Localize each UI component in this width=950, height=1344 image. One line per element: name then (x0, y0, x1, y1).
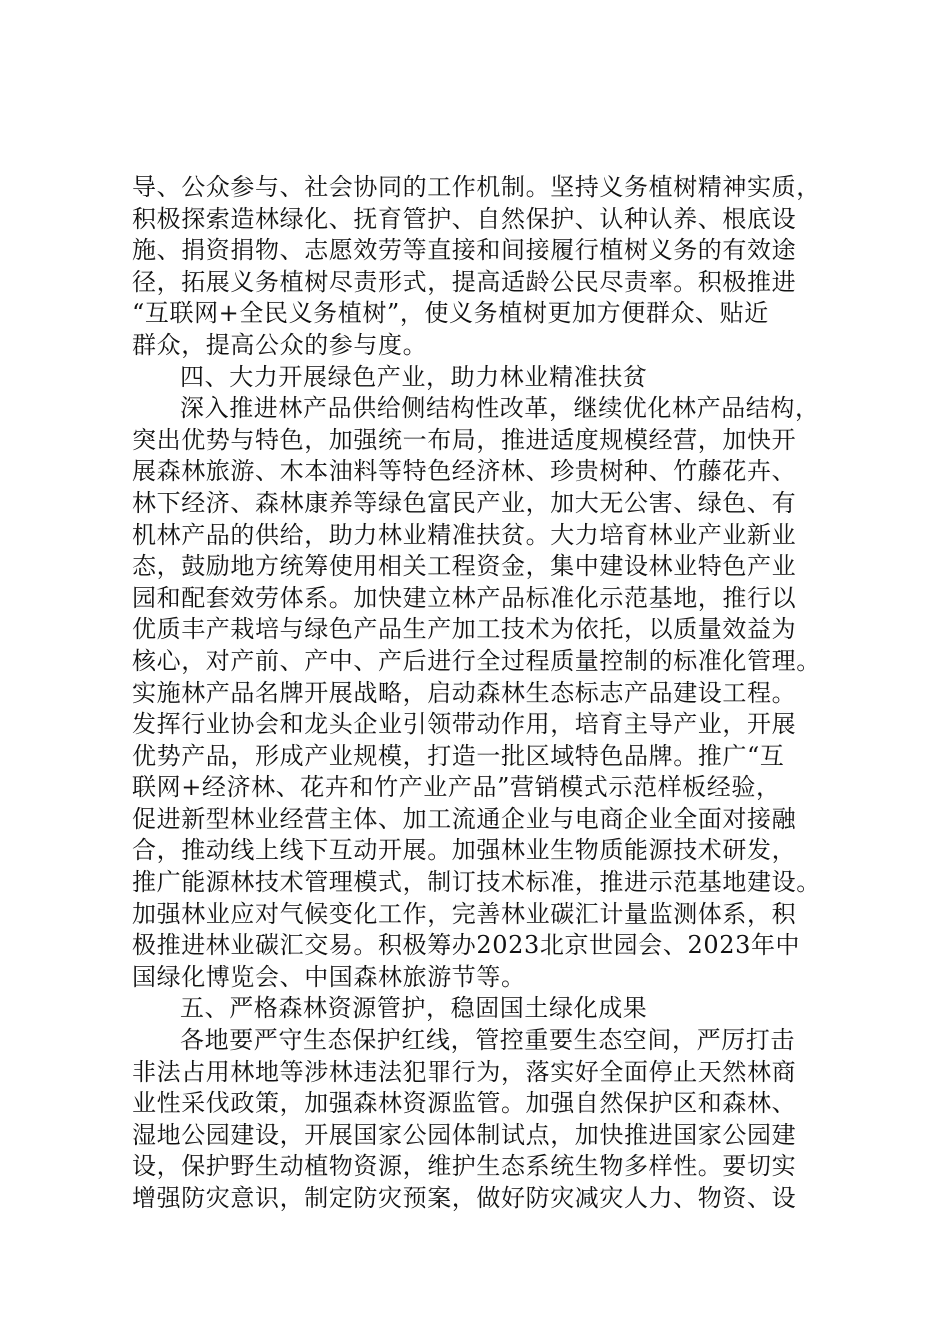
text-line: “互联网+全民义务植树”，使义务植树更加方便群众、贴近 (132, 299, 769, 328)
text-line: 径，拓展义务植树尽责形式，提高适龄公民尽责率。积极推进 (132, 267, 797, 296)
text-line: 促进新型林业经营主体、加工流通企业与电商企业全面对接融 (132, 804, 797, 833)
text-line: 施、捐资捐物、志愿效劳等直接和间接履行植树义务的有效途 (132, 236, 797, 265)
text-line: 深入推进林产品供给侧结构性改革，继续优化林产品结构， (180, 394, 820, 423)
text-line: 加强林业应对气候变化工作，完善林业碳汇计量监测体系，积 (132, 899, 797, 928)
text-line: 五、严格森林资源管护，稳固国土绿化成果 (180, 994, 648, 1023)
text-line: 非法占用林地等涉林违法犯罪行为，落实好全面停止天然林商 (132, 1057, 797, 1086)
text-line: 优质丰产栽培与绿色产品生产加工技术为依托，以质量效益为 (132, 615, 797, 644)
text-line: 导、公众参与、社会协同的工作机制。坚持义务植树精神实质， (132, 173, 821, 201)
text-line: 合，推动线上线下互动开展。加强林业生物质能源技术研发， (132, 836, 797, 865)
text-line: 展森林旅游、木本油料等特色经济林、珍贵树种、竹藤花卉、 (132, 457, 797, 486)
text-line: 发挥行业协会和龙头企业引领带动作用，培育主导产业，开展 (132, 710, 797, 739)
text-line: 园和配套效劳体系。加快建立林产品标准化示范基地，推行以 (132, 583, 797, 612)
text-line: 四、大力开展绿色产业，助力林业精准扶贫 (180, 362, 648, 391)
text-line: 突出优势与特色，加强统一布局，推进适度规模经营，加快开 (132, 425, 797, 454)
text-line: 林下经济、森林康养等绿色富民产业，加大无公害、绿色、有 (132, 488, 797, 517)
text-line: 业性采伐政策，加强森林资源监管。加强自然保护区和森林、 (132, 1089, 797, 1118)
text-line: 各地要严守生态保护红线，管控重要生态空间，严厉打击 (180, 1026, 795, 1055)
text-line: 增强防灾意识，制定防灾预案，做好防灾减灾人力、物资、设 (132, 1184, 797, 1212)
text-line: 联网+经济林、花卉和竹产业产品”营销模式示范样板经验， (132, 773, 781, 802)
text-line: 推广能源林技术管理模式，制订技术标准，推进示范基地建设。 (132, 868, 821, 897)
text-line: 国绿化博览会、中国森林旅游节等。 (132, 962, 526, 991)
text-line: 态，鼓励地方统筹使用相关工程资金，集中建设林业特色产业 (132, 552, 797, 581)
text-line: 积极探索造林绿化、抚育管护、自然保护、认种认养、根底设 (132, 204, 797, 233)
text-line: 实施林产品名牌开展战略，启动森林生态标志产品建设工程。 (132, 678, 797, 707)
text-line: 机林产品的供给，助力林业精准扶贫。大力培育林业产业新业 (132, 520, 797, 549)
text-line: 极推进林业碳汇交易。积极筹办2023北京世园会、2023年中 (132, 931, 801, 960)
text-line: 湿地公园建设，开展国家公园体制试点，加快推进国家公园建 (132, 1120, 797, 1149)
document-body (132, 172, 832, 1215)
text-line: 优势产品，形成产业规模，打造一批区域特色品牌。推广“互 (132, 741, 785, 770)
text-line: 群众，提高公众的参与度。 (132, 330, 428, 359)
text-line: 设，保护野生动植物资源，维护生态系统生物多样性。要切实 (132, 1152, 797, 1181)
text-line: 核心，对产前、产中、产后进行全过程质量控制的标准化管理。 (132, 646, 821, 675)
